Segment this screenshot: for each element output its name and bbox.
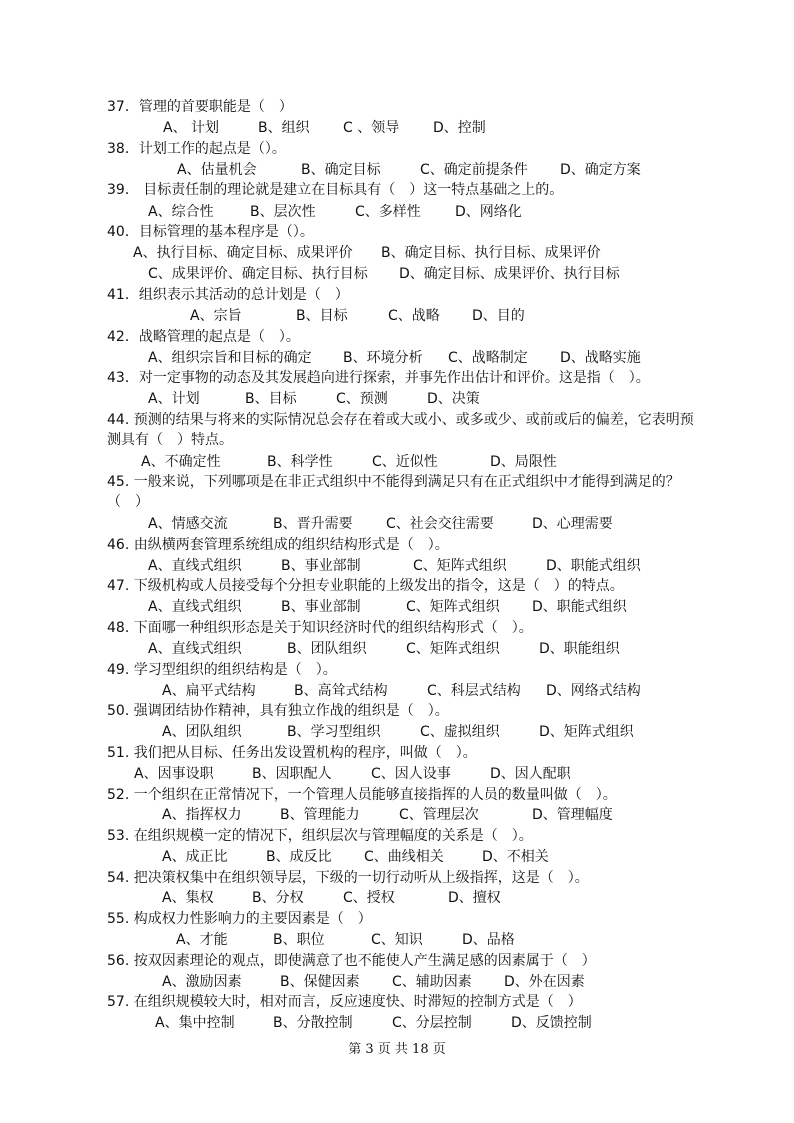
option: D、网络式结构 — [546, 683, 641, 699]
option-row — [0, 243, 794, 263]
option: B、组织 — [258, 120, 310, 136]
option-row — [0, 1013, 794, 1033]
option: D、目的 — [472, 308, 525, 324]
option-row — [0, 118, 794, 138]
option: D、网络化 — [455, 204, 522, 220]
option: C、矩阵式组织 — [406, 641, 500, 657]
option: D、局限性 — [490, 454, 557, 470]
option: A、直线式组织 — [148, 599, 242, 615]
question-stem: 44. 预测的结果与将来的实际情况总会存在着或大或小、或多或少、或前或后的偏差，它表明预 — [107, 412, 694, 428]
question-stem: 50. 强调团结协作精神，具有独立作战的组织是（ ）。 — [107, 703, 449, 719]
option: A、成正比 — [162, 849, 228, 865]
question-stem: 57. 在组织规模较大时，相对而言，反应速度快、时滞短的控制方式是（ ） — [107, 994, 582, 1010]
option: C、虚拟组织 — [420, 724, 500, 740]
option: C、曲线相关 — [364, 849, 444, 865]
option: C、授权 — [343, 890, 395, 906]
question-stem: 52. 一个组织在正常情况下，一个管理人员能够直接指挥的人员的数量叫做（ ）。 — [107, 787, 617, 803]
question-stem: 53. 在组织规模一定的情况下，组织层次与管理幅度的关系是（ ）。 — [107, 828, 533, 844]
option: D、职能式组织 — [532, 599, 627, 615]
option: C、知识 — [371, 932, 423, 948]
question-stem: 37．管理的首要职能是（ ） — [107, 99, 293, 115]
option-row — [0, 264, 794, 284]
question-stem-continued: （ ） — [107, 494, 149, 510]
question-stem: 43．对一定事物的动态及其发展趋向进行探索，并事先作出估计和评价。这是指（ ）。 — [107, 370, 650, 386]
option: C、矩阵式组织 — [406, 599, 500, 615]
question-stem-continued: 测具有（ ）特点。 — [107, 432, 233, 448]
option: B、环境分析 — [343, 350, 423, 366]
option-row — [0, 597, 794, 617]
option: C、辅助因素 — [392, 974, 472, 990]
option: D、确定目标、成果评价、执行目标 — [399, 266, 620, 282]
option: B、分权 — [252, 890, 304, 906]
option: B、科学性 — [267, 454, 333, 470]
option: B、事业部制 — [281, 558, 361, 574]
option: D、管理幅度 — [532, 807, 613, 823]
option: B、高耸式结构 — [294, 683, 388, 699]
option: A、宗旨 — [190, 308, 242, 324]
question-stem: 54. 把决策权集中在组织领导层，下级的一切行动听从上级指挥，这是（ ）。 — [107, 870, 589, 886]
option: C、近似性 — [372, 454, 438, 470]
option-row — [0, 306, 794, 326]
option: B、保健因素 — [280, 974, 360, 990]
option: D、因人配职 — [490, 766, 571, 782]
option: A、因事设职 — [134, 766, 214, 782]
option: D、心理需要 — [532, 516, 613, 532]
option-row — [0, 202, 794, 222]
option: B、确定目标 — [301, 162, 381, 178]
option: B、目标 — [296, 308, 348, 324]
option: D、决策 — [427, 391, 480, 407]
option: C、管理层次 — [399, 807, 479, 823]
option: B、成反比 — [266, 849, 332, 865]
option: A、直线式组织 — [148, 558, 242, 574]
option: A、才能 — [176, 932, 228, 948]
question-stem: 40．目标管理的基本程序是（）。 — [107, 224, 314, 240]
option: A、不确定性 — [141, 454, 221, 470]
option-row — [0, 972, 794, 992]
option: C、科层式结构 — [427, 683, 521, 699]
option-row — [0, 514, 794, 534]
option: D、控制 — [433, 120, 486, 136]
option: A、情感交流 — [148, 516, 228, 532]
option: B、确定目标、执行目标、成果评价 — [381, 245, 601, 261]
option: A、集权 — [162, 890, 214, 906]
question-stem: 48. 下面哪一种组织形态是关于知识经济时代的组织结构形式（ ）。 — [107, 620, 533, 636]
option: D、矩阵式组织 — [539, 724, 634, 740]
option: C、战略 — [388, 308, 440, 324]
option: B、职位 — [273, 932, 325, 948]
option: A、估量机会 — [177, 162, 257, 178]
option-row — [0, 348, 794, 368]
question-stem: 49. 学习型组织的组织结构是（ ）。 — [107, 662, 337, 678]
question-stem: 51. 我们把从目标、任务出发设置机构的程序，叫做（ ）。 — [107, 745, 477, 761]
option: C、战略制定 — [448, 350, 528, 366]
option-row — [0, 805, 794, 825]
option: A、指挥权力 — [162, 807, 242, 823]
option-row — [0, 389, 794, 409]
option-row — [0, 639, 794, 659]
option: A、直线式组织 — [148, 641, 242, 657]
question-stem: 46. 由纵横两套管理系统组成的组织结构形式是（ ）。 — [107, 537, 449, 553]
option: A、 计划 — [163, 120, 220, 136]
question-stem: 42．战略管理的起点是（ ）。 — [107, 329, 300, 345]
option: D、反馈控制 — [511, 1015, 592, 1031]
option: C 、领导 — [343, 120, 400, 136]
option: B、因职配人 — [252, 766, 332, 782]
question-stem: 38．计划工作的起点是（）。 — [107, 141, 286, 157]
option: A、团队组织 — [162, 724, 242, 740]
option: B、管理能力 — [280, 807, 360, 823]
option-row — [0, 160, 794, 180]
option-row — [0, 764, 794, 784]
option: D、品格 — [462, 932, 515, 948]
option: C、分层控制 — [392, 1015, 472, 1031]
option: A、集中控制 — [155, 1015, 235, 1031]
option: A、执行目标、确定目标、成果评价 — [133, 245, 353, 261]
option-row — [0, 722, 794, 742]
option-row — [0, 888, 794, 908]
option: C、确定前提条件 — [420, 162, 528, 178]
option: C、预测 — [336, 391, 388, 407]
page-footer: 第 3 页 共 18 页 — [348, 1042, 446, 1057]
option: B、事业部制 — [281, 599, 361, 615]
option-row — [0, 930, 794, 950]
question-stem: 45. 一般来说，下列哪项是在非正式组织中不能得到满足只有在正式组织中才能得到满足的？ — [107, 474, 680, 490]
option: D、职能式组织 — [546, 558, 641, 574]
question-stem: 39． 目标责任制的理论就是建立在目标具有（ ）这一特点基础之上的。 — [107, 182, 564, 198]
option: D、擅权 — [448, 890, 501, 906]
option: D、战略实施 — [560, 350, 641, 366]
question-stem: 47. 下级机构或人员接受每个分担专业职能的上级发出的指令，这是（ ）的特点。 — [107, 578, 624, 594]
option: B、晋升需要 — [273, 516, 353, 532]
question-stem: 41．组织表示其活动的总计划是（ ） — [107, 287, 349, 303]
option-row — [0, 847, 794, 867]
option: D、不相关 — [482, 849, 549, 865]
option: C、多样性 — [355, 204, 421, 220]
option: B、层次性 — [250, 204, 316, 220]
option: B、团队组织 — [287, 641, 367, 657]
option-row — [0, 681, 794, 701]
option: D、确定方案 — [560, 162, 641, 178]
option: C、成果评价、确定目标、执行目标 — [148, 266, 368, 282]
option: A、激励因素 — [162, 974, 242, 990]
option: C、社会交往需要 — [386, 516, 494, 532]
option: C、矩阵式组织 — [413, 558, 507, 574]
question-stem: 55. 构成权力性影响力的主要因素是（ ） — [107, 911, 372, 927]
option: D、职能组织 — [539, 641, 620, 657]
option: A、扁平式结构 — [162, 683, 256, 699]
option-row — [0, 556, 794, 576]
option: B、学习型组织 — [287, 724, 381, 740]
option: C、因人设事 — [371, 766, 451, 782]
option: B、目标 — [245, 391, 297, 407]
option: B、分散控制 — [273, 1015, 353, 1031]
question-stem: 56. 按双因素理论的观点，即使满意了也不能使人产生满足感的因素属于（ ） — [107, 953, 596, 969]
option: A、综合性 — [148, 204, 214, 220]
option: A、计划 — [148, 391, 200, 407]
option-row — [0, 452, 794, 472]
option: D、外在因素 — [504, 974, 585, 990]
option: A、组织宗旨和目标的确定 — [148, 350, 312, 366]
